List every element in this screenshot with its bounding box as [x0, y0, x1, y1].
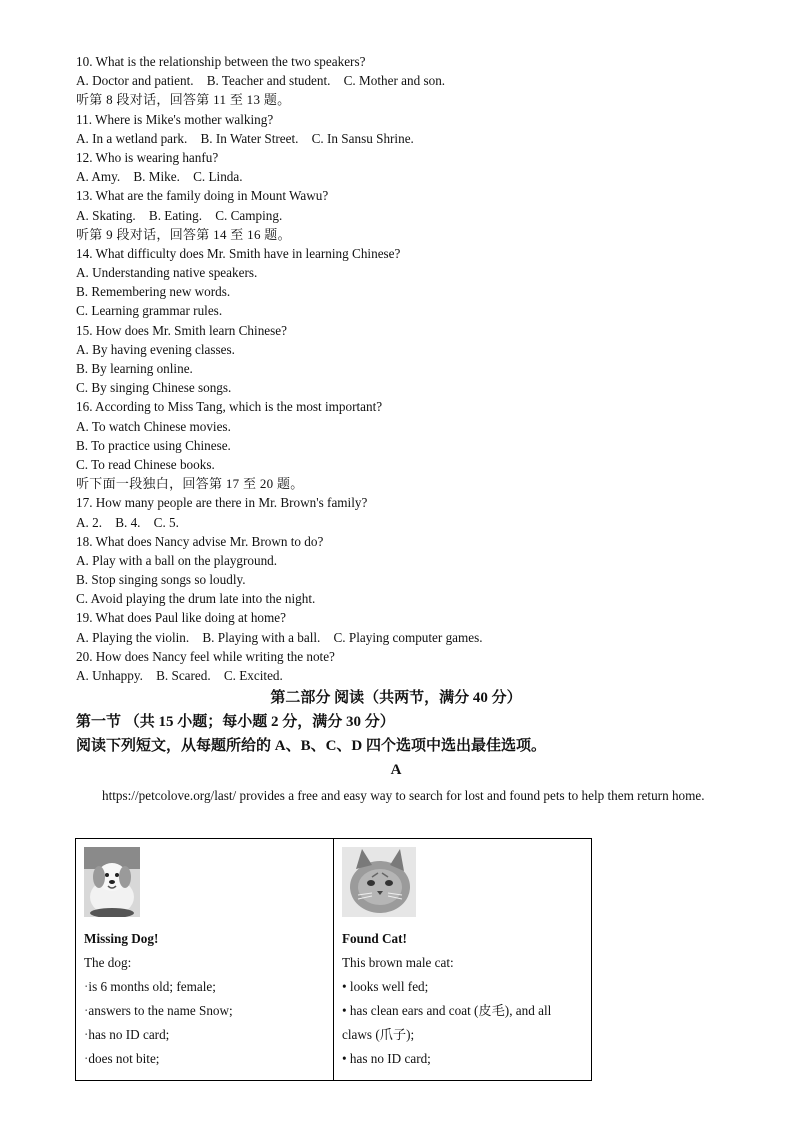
dog-subhead: The dog:	[84, 955, 132, 970]
question-line: A. To watch Chinese movies.	[76, 418, 231, 434]
dog-item: ·has no ID card;	[84, 1027, 170, 1042]
question-line: 听下面一段独白，回答第 17 至 20 题。	[76, 476, 304, 492]
question-line: A. Playing the violin. B. Playing with a ball. C. Playing computer games.	[76, 629, 483, 645]
dog-item: ·answers to the name Snow;	[84, 1003, 233, 1018]
cat-item: claws (爪子);	[342, 1027, 415, 1042]
question-line: 16. According to Miss Tang, which is the most important?	[76, 399, 383, 415]
question-line: 13. What are the family doing in Mount Wawu?	[76, 188, 329, 204]
found-cat-card	[334, 839, 592, 1081]
bullet: •	[342, 1051, 347, 1066]
question-line: 15. How does Mr. Smith learn Chinese?	[76, 322, 287, 338]
question-line: C. Avoid playing the drum late into the night.	[76, 591, 316, 607]
question-line: 20. How does Nancy feel while writing the note?	[76, 648, 335, 664]
question-line: A. Doctor and patient. B. Teacher and student. C. Mother and son.	[76, 73, 446, 89]
question-line: A. In a wetland park. B. In Water Street. C. In Sansu Shrine.	[76, 130, 414, 146]
question-line: A. Skating. B. Eating. C. Camping.	[76, 207, 283, 223]
missing-dog-heading: Missing Dog!	[84, 931, 159, 946]
listening-questions	[76, 52, 716, 685]
question-line: 11. Where is Mike's mother walking?	[76, 111, 274, 127]
bullet: ·	[84, 1051, 89, 1066]
question-line: 17. How many people are there in Mr. Brown's family?	[76, 495, 368, 511]
bullet: •	[342, 1003, 347, 1018]
dog-item: ·is 6 months old; female;	[84, 979, 216, 994]
question-line: C. By singing Chinese songs.	[76, 380, 232, 396]
question-line: A. Unhappy. B. Scared. C. Excited.	[76, 668, 283, 683]
pet-cards-table	[75, 838, 592, 1081]
found-cat-heading: Found Cat!	[342, 931, 407, 946]
question-line: 19. What does Paul like doing at home?	[76, 610, 286, 626]
question-line: 听第 9 段对话，回答第 14 至 16 题。	[76, 226, 291, 242]
cat-subhead: This brown male cat:	[342, 955, 454, 970]
question-line: B. To practice using Chinese.	[76, 437, 231, 453]
section-one-title: 第一节 （共 15 小题；每小题 2 分，满分 30 分）	[76, 714, 395, 731]
exam-page	[76, 52, 716, 808]
question-line: A. Understanding native speakers.	[76, 265, 258, 281]
bullet: ·	[84, 979, 89, 994]
bullet: ·	[84, 1027, 89, 1042]
dog-item: ·does not bite;	[84, 1051, 160, 1066]
question-line: B. Remembering new words.	[76, 284, 231, 300]
cat-item: • looks well fed;	[342, 979, 429, 994]
question-line: B. Stop singing songs so loudly.	[76, 572, 246, 588]
question-line: 12. Who is wearing hanfu?	[76, 149, 219, 165]
question-line: A. By having evening classes.	[76, 341, 235, 357]
passage-intro: https://petcolove.org/last/ provides a free and easy way to search for lost and found pets to help them return home.	[102, 788, 705, 804]
question-line: 听第 8 段对话，回答第 11 至 13 题。	[76, 92, 291, 108]
question-line: 10. What is the relationship between the two speakers?	[76, 54, 366, 69]
cat-photo	[342, 847, 416, 917]
cat-item: • has clean ears and coat (皮毛), and all	[342, 1003, 552, 1018]
question-line: C. Learning grammar rules.	[76, 303, 223, 319]
question-line: A. Amy. B. Mike. C. Linda.	[76, 169, 243, 185]
question-line: A. 2. B. 4. C. 5.	[76, 514, 179, 530]
question-line: 18. What does Nancy advise Mr. Brown to do?	[76, 533, 324, 549]
question-line: B. By learning online.	[76, 361, 193, 376]
question-line: A. Play with a ball on the playground.	[76, 552, 278, 568]
question-line: C. To read Chinese books.	[76, 456, 215, 472]
bullet: •	[342, 979, 347, 994]
missing-dog-card	[76, 839, 334, 1081]
dog-photo	[84, 847, 140, 917]
cat-item: • has no ID card;	[342, 1051, 431, 1066]
reading-instruction: 阅读下列短文，从每题所给的 A、B、C、D 四个选项中选出最佳选项。	[76, 738, 547, 755]
question-line: 14. What difficulty does Mr. Smith have in learning Chinese?	[76, 245, 401, 261]
part-two-title: 第二部分 阅读（共两节，满分 40 分）	[270, 690, 522, 707]
passage-letter: A	[390, 762, 402, 779]
bullet: ·	[84, 1003, 89, 1018]
